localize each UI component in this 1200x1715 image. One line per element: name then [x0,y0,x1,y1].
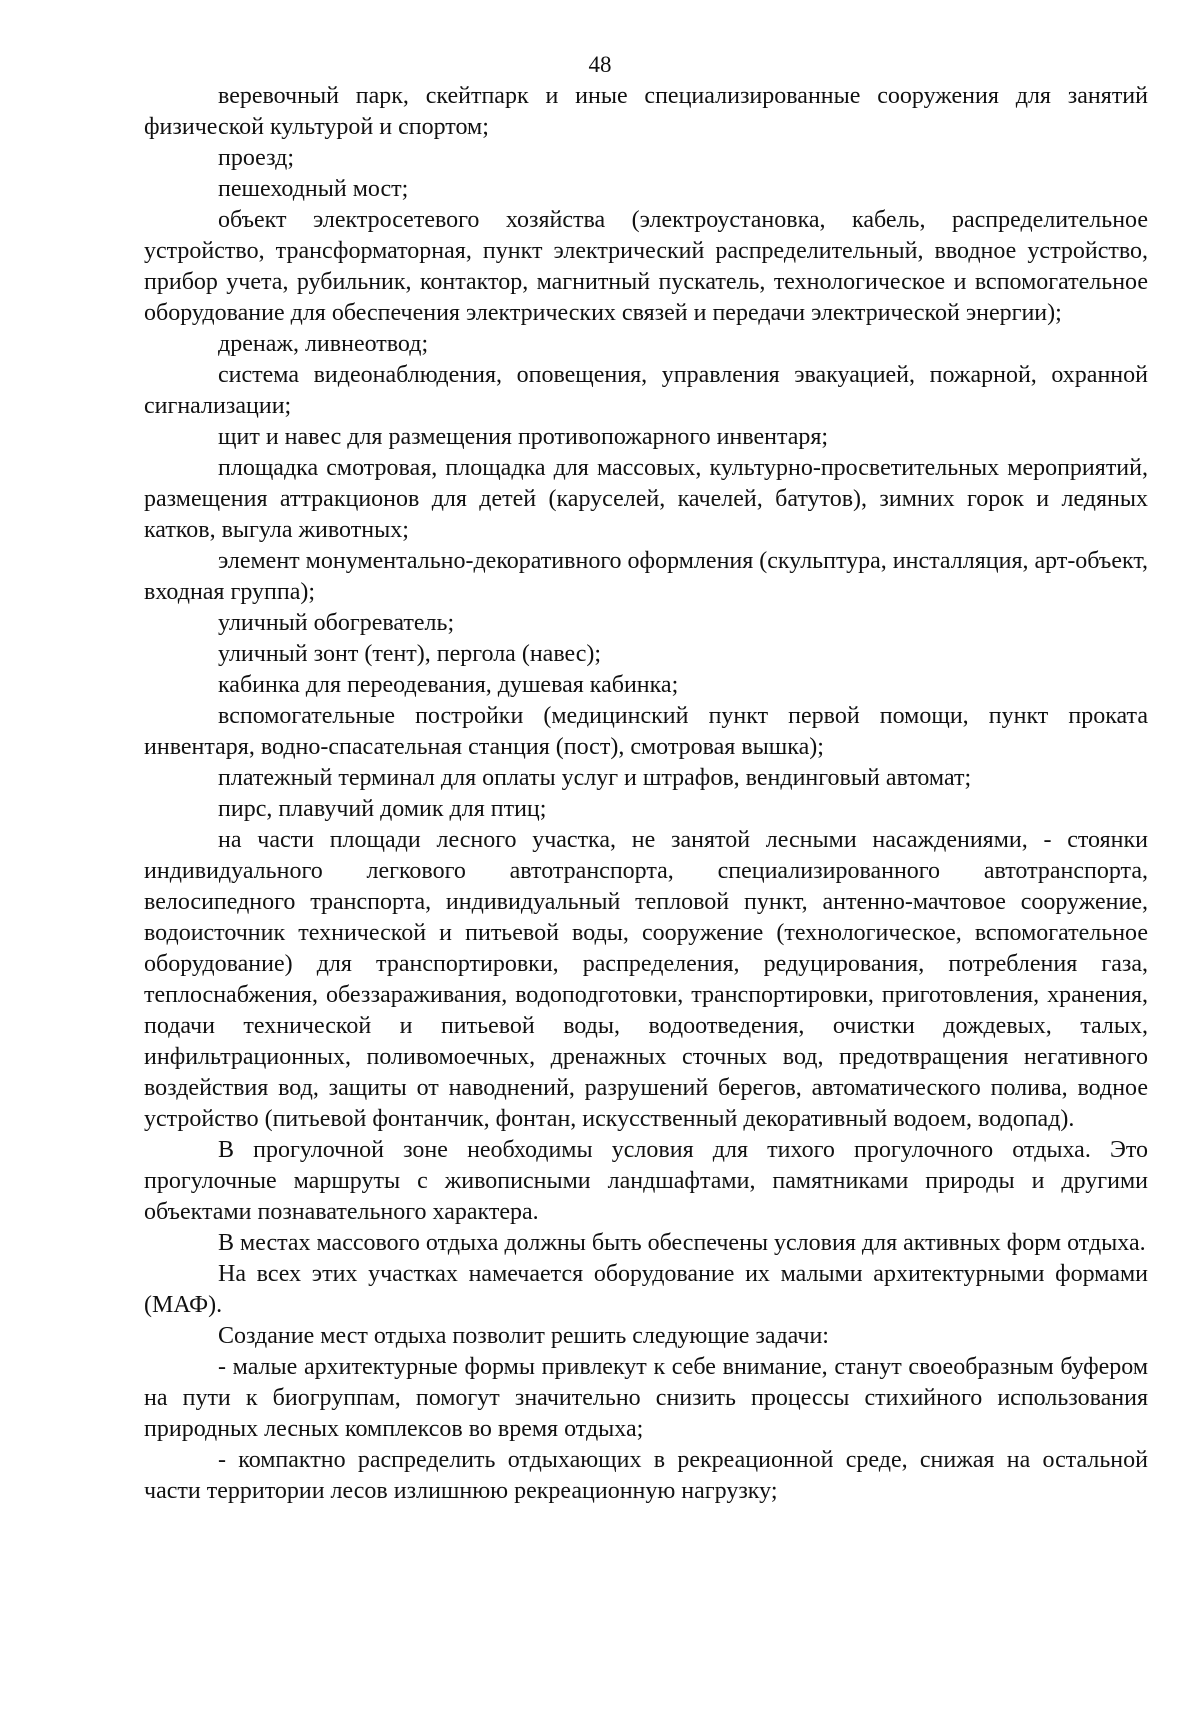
paragraph: веревочный парк, скейтпарк и иные специализированные сооружения для занятий физической культурой и спортом; [144,83,1148,140]
paragraph: На всех этих участках намечается оборудование их малыми архитектурными формами (МАФ). [144,1261,1148,1318]
paragraph: вспомогательные постройки (медицинский пункт первой помощи, пункт проката инвентаря, водно-спасательная станция (пост), смотровая вышка); [144,703,1148,760]
paragraph: проезд; [218,145,295,171]
paragraph: В местах массового отдыха должны быть обеспечены условия для активных форм отдыха. [218,1230,1146,1256]
paragraph: В прогулочной зоне необходимы условия для тихого прогулочного отдыха. Это прогулочные маршруты с живописными ландшафтами, памятниками природы и другими объектами познавательного характера. [144,1137,1148,1225]
paragraph: на части площади лесного участка, не занятой лесными насаждениями, - стоянки индивидуального легкового автотранспорта, специализированного автотранспорта, велосипедного транспорта, индивидуальный тепловой пункт, антенно-мачтовое сооружение, водоисточник технической и питьевой воды, сооружение (технологическое, вспомогательное оборудование) для транспортировки, распределения, редуцирования, потребления газа, теплоснабжения, обеззараживания, водоподготовки, транспортировки, приготовления, хранения, подачи технической и питьевой воды, водоотведения, очистки дождевых, талых, инфильтрационных, поливомоечных, дренажных сточных вод, предотвращения негативного воздействия вод, защиты от наводнений, разрушений берегов, автоматического полива, водное устройство (питьевой фонтанчик, фонтан, искусственный декоративный водоем, водопад). [144,827,1148,1132]
paragraph: щит и навес для размещения противопожарного инвентаря; [218,424,829,450]
page-number: 48 [588,52,612,77]
paragraph: система видеонаблюдения, оповещения, управления эвакуацией, пожарной, охранной сигнализации; [144,362,1148,419]
paragraph: пешеходный мост; [218,176,409,202]
paragraph: дренаж, ливнеотвод; [218,331,429,357]
paragraph: уличный зонт (тент), пергола (навес); [218,641,602,667]
paragraph: объект электросетевого хозяйства (электроустановка, кабель, распределительное устройство, трансформаторная, пункт электрический распределительный, вводное устройство, прибор учета, рубильник, контактор, магнитный пускатель, технологическое и вспомогательное оборудование для обеспечения электрических связей и передачи электрической энергии); [144,207,1148,326]
paragraph: Создание мест отдыха позволит решить следующие задачи: [218,1323,829,1349]
body-text [144,81,1148,1507]
paragraph: уличный обогреватель; [218,610,455,636]
paragraph: платежный терминал для оплаты услуг и штрафов, вендинговый автомат; [218,765,972,791]
paragraph: кабинка для переодевания, душевая кабинка; [218,672,679,698]
paragraph: - малые архитектурные формы привлекут к себе внимание, станут своеобразным буфером на пути к биогруппам, помогут значительно снизить процессы стихийного использования природных лесных комплексов во время отдыха; [144,1354,1148,1442]
paragraph: - компактно распределить отдыхающих в рекреационной среде, снижая на остальной части территории лесов излишнюю рекреационную нагрузку; [144,1447,1148,1504]
paragraph: площадка смотровая, площадка для массовых, культурно-просветительных мероприятий, размещения аттракционов для детей (каруселей, качелей, батутов), зимних горок и ледяных катков, выгула животных; [144,455,1148,543]
paragraph: пирс, плавучий домик для птиц; [218,796,547,822]
paragraph: элемент монументально-декоративного оформления (скульптура, инсталляция, арт-объект, входная группа); [144,548,1149,605]
